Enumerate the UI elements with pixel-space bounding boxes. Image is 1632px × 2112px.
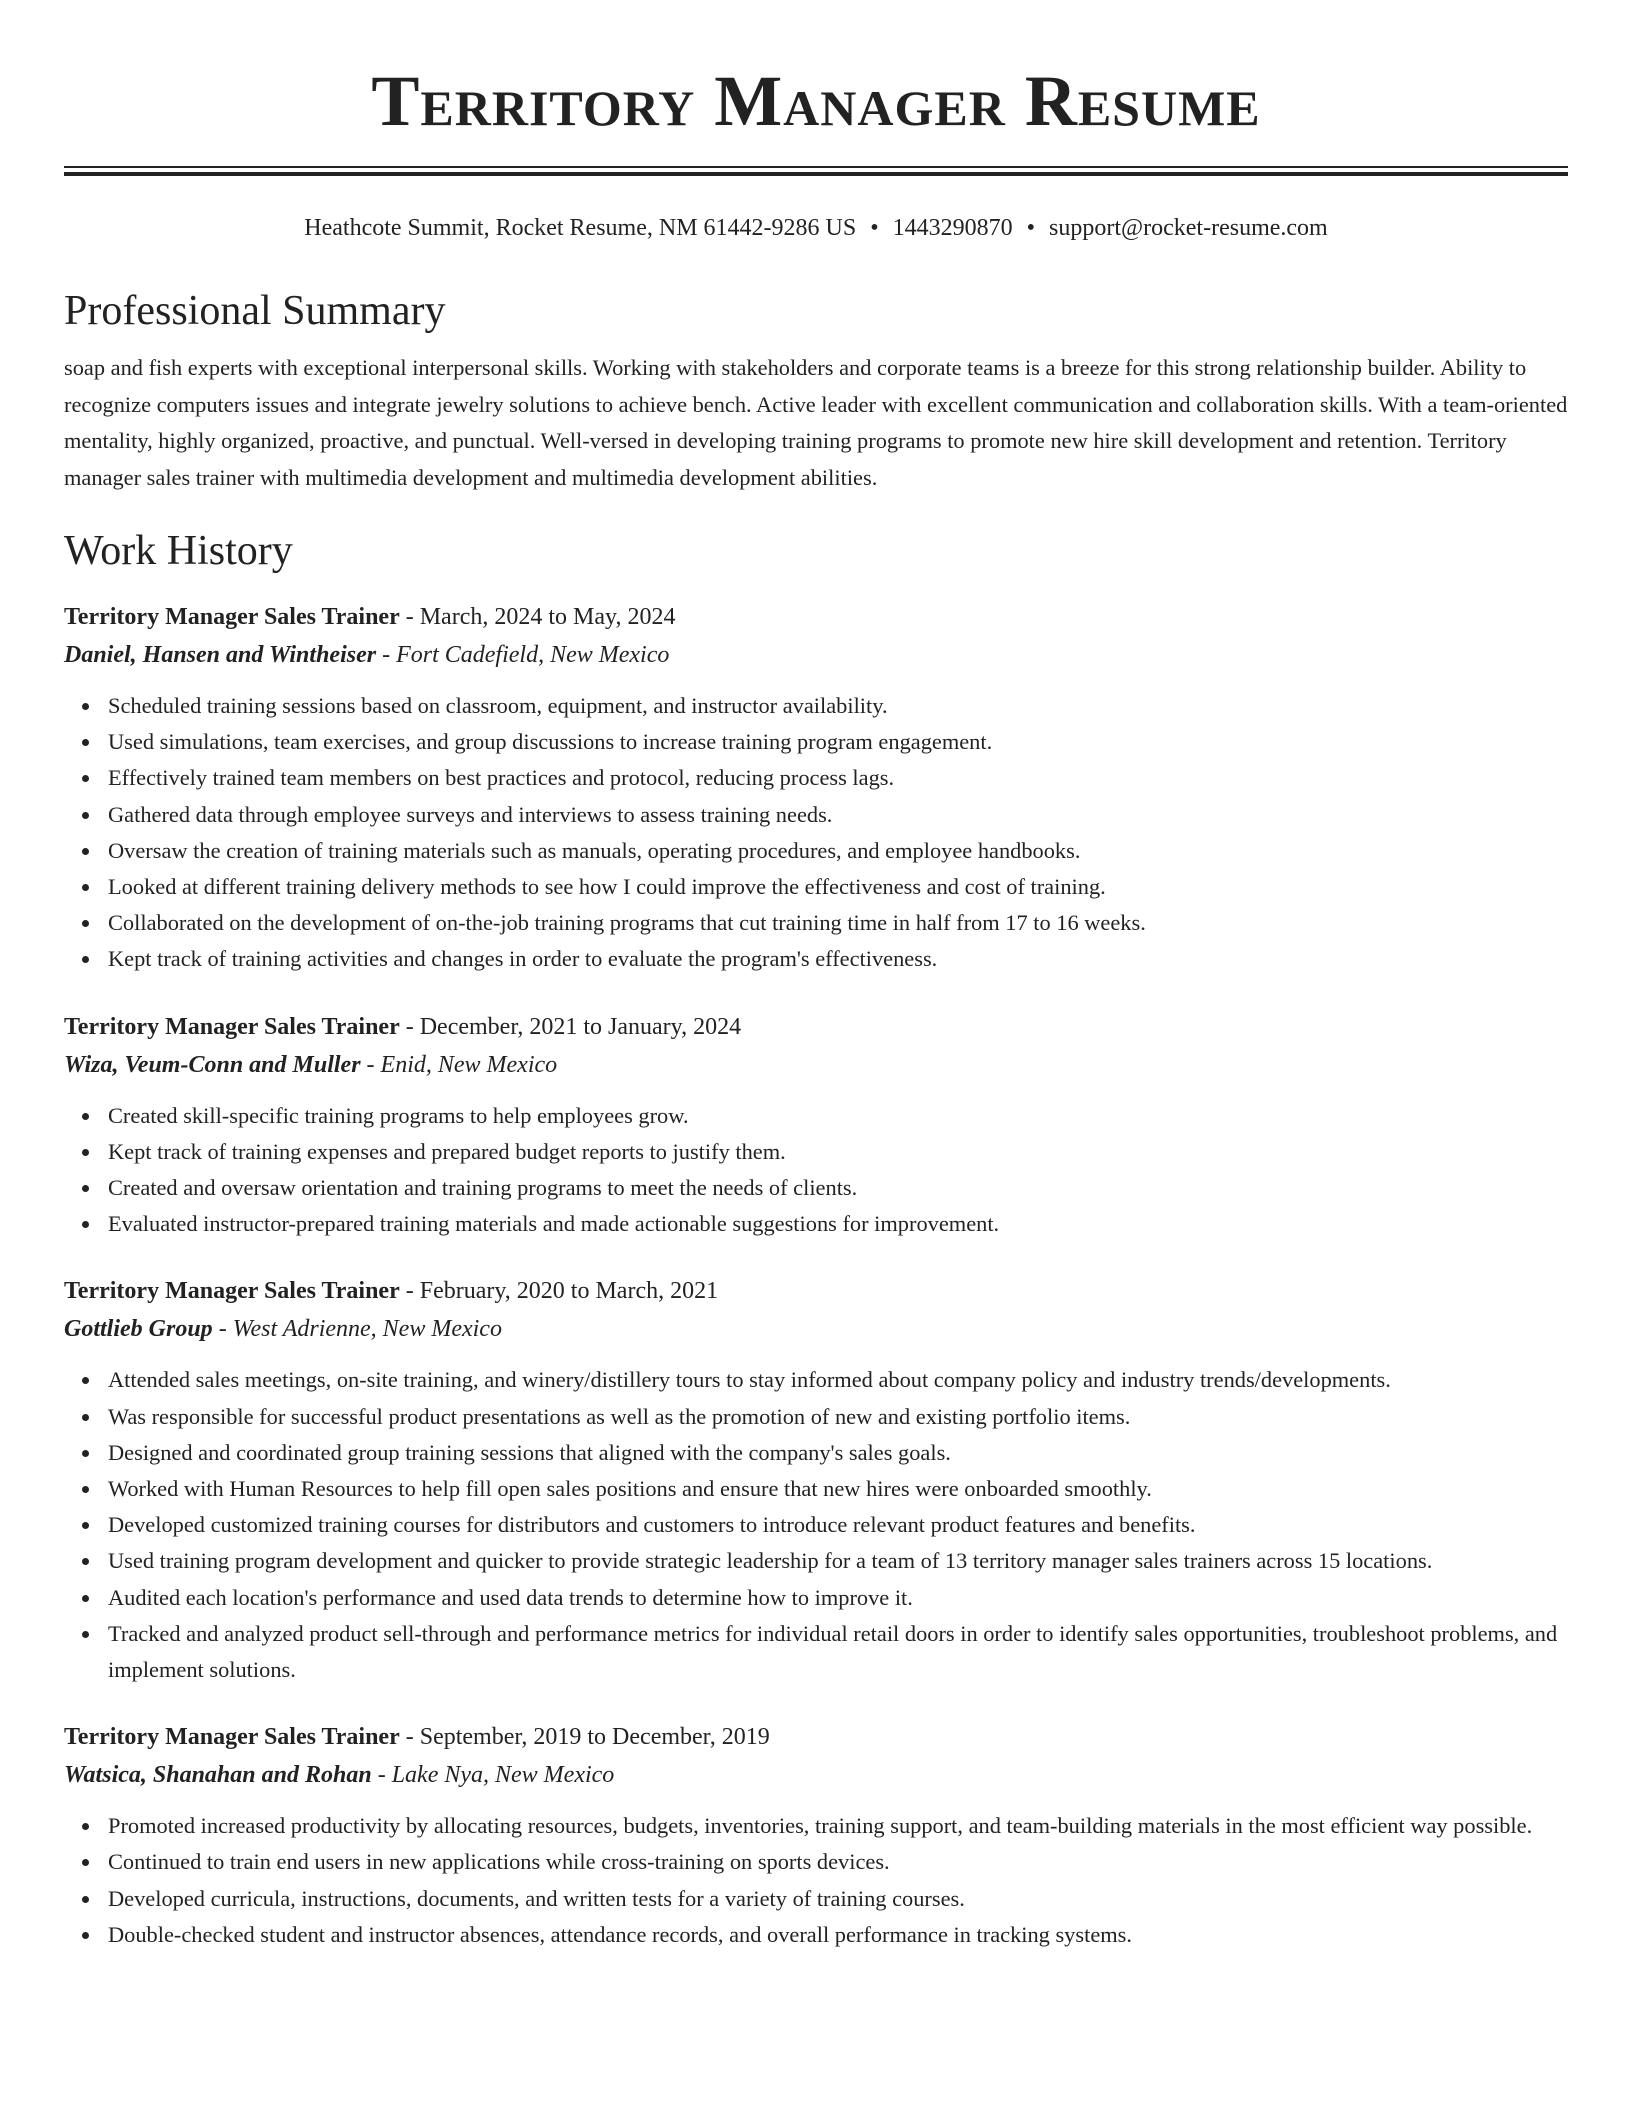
job-dates: February, 2020 to March, 2021 <box>419 1278 719 1305</box>
job-location: Enid, New Mexico <box>380 1051 558 1078</box>
divider-thick-line <box>64 172 1568 176</box>
job-bullet: Kept track of training expenses and prepared budget reports to justify them. <box>108 1134 1568 1170</box>
job-bullet-list <box>64 1362 1568 1688</box>
job-dash: - <box>399 1278 420 1305</box>
job-title: Territory Manager Sales Trainer <box>64 1724 400 1751</box>
job-bullet: Continued to train end users in new applications while cross-training on sports devices. <box>108 1844 1568 1880</box>
summary-heading: Professional Summary <box>64 288 446 334</box>
job-bullet: Evaluated instructor-prepared training materials and made actionable suggestions for improvement. <box>108 1206 1568 1242</box>
job-bullet: Scheduled training sessions based on classroom, equipment, and instructor availability. <box>108 688 1568 724</box>
job-bullet: Oversaw the creation of training materials such as manuals, operating procedures, and employee handbooks. <box>108 833 1568 869</box>
job-bullet: Designed and coordinated group training sessions that aligned with the company's sales goals. <box>108 1435 1568 1471</box>
job-title-line <box>64 1272 1568 1310</box>
job-bullet: Used simulations, team exercises, and group discussions to increase training program engagement. <box>108 724 1568 760</box>
summary-text: soap and fish experts with exceptional interpersonal skills. Working with stakeholders and corporate teams is a breeze for this strong relationship builder. Ability to recognize computers issues and integrate jewelry solutions to achieve bench. Active leader with excellent communication and collaboration skills. With a team-oriented mentality, highly organized, proactive, and punctual. Well-versed in developing training programs to promote new hire skill development and retention. Territory manager sales trainer with multimedia development and multimedia development abilities. <box>64 355 1568 490</box>
job-dash: - <box>212 1316 233 1343</box>
contact-line <box>64 212 1568 244</box>
job-bullet-list <box>64 688 1568 978</box>
job-company-line <box>64 1756 1568 1794</box>
job-bullet: Audited each location's performance and used data trends to determine how to improve it. <box>108 1580 1568 1616</box>
work-history-heading: Work History <box>64 528 293 574</box>
job-dash: - <box>371 1762 392 1789</box>
job-bullet: Promoted increased productivity by allocating resources, budgets, inventories, training support, and team-building materials in the most efficient way possible. <box>108 1808 1568 1844</box>
job-bullet: Attended sales meetings, on-site training, and winery/distillery tours to stay informed about company policy and industry trends/developments. <box>108 1362 1568 1398</box>
job-bullet: Was responsible for successful product presentations as well as the promotion of new and existing portfolio items. <box>108 1399 1568 1435</box>
job-bullet: Collaborated on the development of on-the-job training programs that cut training time in half from 17 to 16 weeks. <box>108 905 1568 941</box>
job-bullet: Gathered data through employee surveys and interviews to assess training needs. <box>108 797 1568 833</box>
job-bullet: Developed curricula, instructions, documents, and written tests for a variety of training courses. <box>108 1881 1568 1917</box>
job-dates: March, 2024 to May, 2024 <box>419 604 676 630</box>
job-title-line <box>64 1008 1568 1046</box>
job-company: Gottlieb Group <box>64 1316 213 1343</box>
job-title: Territory Manager Sales Trainer <box>64 1013 400 1040</box>
job-bullet: Double-checked student and instructor absences, attendance records, and overall performance in tracking systems. <box>108 1917 1568 1953</box>
job-bullet: Tracked and analyzed product sell-through and performance metrics for individual retail doors in order to identify sales opportunities, troubleshoot problems, and implement solutions. <box>108 1616 1568 1688</box>
job-title: Territory Manager Sales Trainer <box>64 1278 400 1305</box>
job-company-line <box>64 636 1568 674</box>
job-dash: - <box>376 642 397 668</box>
job-location: Fort Cadefield, New Mexico <box>396 642 670 668</box>
job-bullet: Kept track of training activities and changes in order to evaluate the program's effectiveness. <box>108 941 1568 977</box>
job-bullet-list <box>64 1808 1568 1953</box>
job-dates: December, 2021 to January, 2024 <box>419 1013 742 1040</box>
job-dates: September, 2019 to December, 2019 <box>419 1724 770 1751</box>
contact-separator: • <box>1026 215 1036 241</box>
job-bullet: Used training program development and quicker to provide strategic leadership for a team of 13 territory manager sales trainers across 15 locations. <box>108 1543 1568 1579</box>
contact-email: support@rocket-resume.com <box>1049 215 1328 241</box>
job-bullet: Effectively trained team members on best practices and protocol, reducing process lags. <box>108 760 1568 796</box>
job-company: Watsica, Shanahan and Rohan <box>64 1762 372 1789</box>
resume-title: Territory Manager Resume <box>371 61 1261 141</box>
job-entry <box>64 598 1568 978</box>
job-company: Daniel, Hansen and Wintheiser <box>64 642 377 668</box>
work-history-list <box>64 598 1568 1953</box>
job-company: Wiza, Veum-Conn and Muller <box>64 1051 361 1078</box>
job-dash: - <box>399 1724 420 1751</box>
job-entry <box>64 1272 1568 1688</box>
job-bullet-list <box>64 1098 1568 1243</box>
job-title-line <box>64 598 1568 636</box>
job-entry <box>64 1008 1568 1243</box>
job-bullet: Looked at different training delivery methods to see how I could improve the effectiveness and cost of training. <box>108 869 1568 905</box>
job-bullet: Created skill-specific training programs to help employees grow. <box>108 1098 1568 1134</box>
contact-phone: 1443290870 <box>892 215 1013 241</box>
contact-address: Heathcote Summit, Rocket Resume, NM 61442-9286 US <box>304 215 857 241</box>
job-dash: - <box>399 604 420 630</box>
job-entry <box>64 1718 1568 1953</box>
job-title: Territory Manager Sales Trainer <box>64 604 400 630</box>
job-dash: - <box>360 1051 381 1078</box>
job-location: Lake Nya, New Mexico <box>391 1762 615 1789</box>
job-title-line <box>64 1718 1568 1756</box>
title-divider <box>64 166 1568 176</box>
job-location: West Adrienne, New Mexico <box>232 1316 502 1343</box>
job-bullet: Created and oversaw orientation and training programs to meet the needs of clients. <box>108 1170 1568 1206</box>
job-bullet: Worked with Human Resources to help fill open sales positions and ensure that new hires were onboarded smoothly. <box>108 1471 1568 1507</box>
divider-thin-line <box>64 166 1568 168</box>
job-bullet: Developed customized training courses for distributors and customers to introduce relevant product features and benefits. <box>108 1507 1568 1543</box>
contact-separator: • <box>870 215 879 241</box>
job-company-line <box>64 1046 1568 1084</box>
job-dash: - <box>399 1013 420 1040</box>
job-company-line <box>64 1310 1568 1348</box>
